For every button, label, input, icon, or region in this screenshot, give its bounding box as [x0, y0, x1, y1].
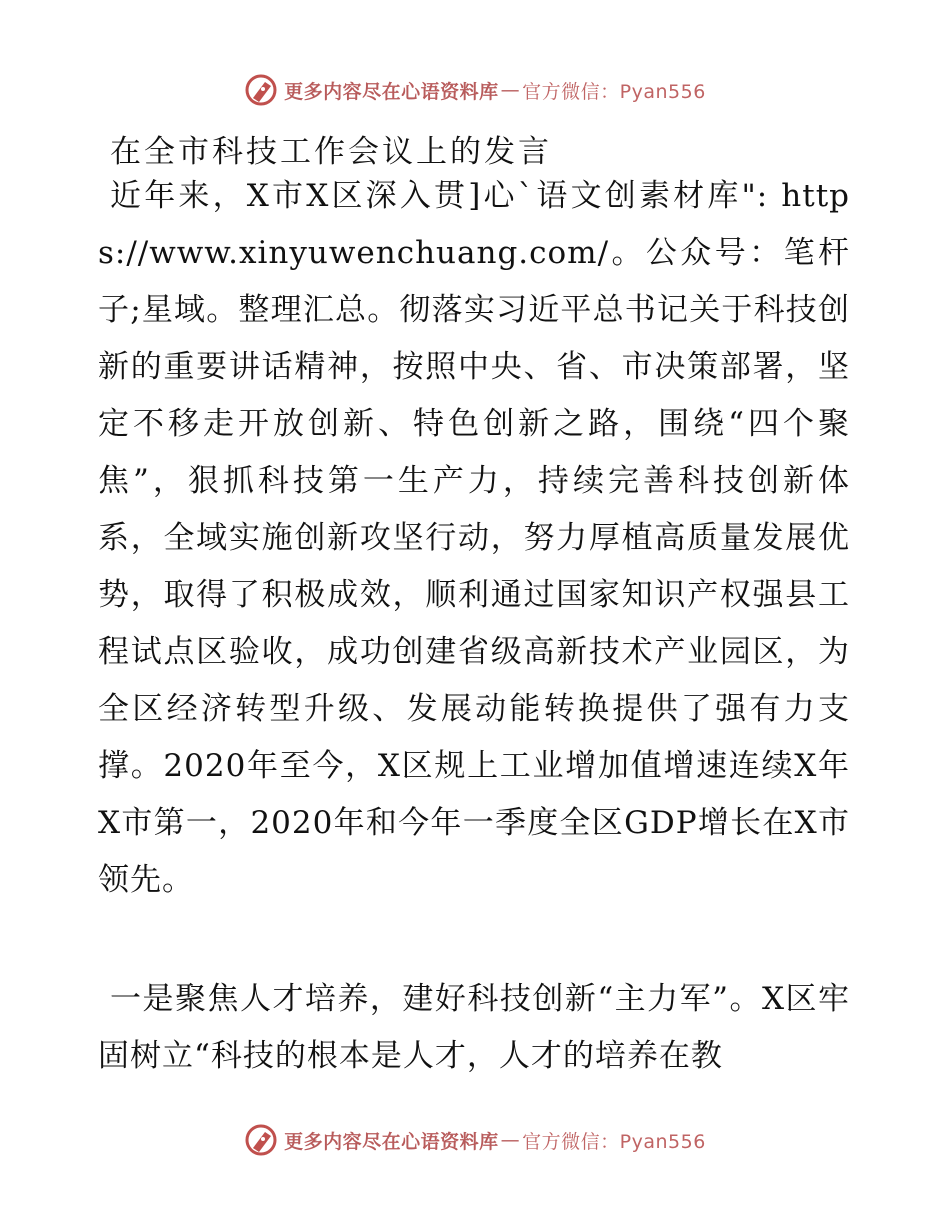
- banner-site-text: 更多内容尽在心语资料库: [284, 1130, 499, 1153]
- banner-site-text: 更多内容尽在心语资料库: [284, 80, 499, 103]
- header-watermark-banner: [0, 70, 950, 110]
- pen-nib-circle-icon: [244, 1123, 278, 1157]
- banner-dash: —: [500, 1129, 521, 1151]
- document-title: 在全市科技工作会议上的发言: [110, 134, 552, 170]
- footer-watermark-banner: [0, 1120, 950, 1160]
- body-paragraph-intro: 近年来，X市X区深入贯]心`语文创素材库": https://www.xinyuwenchuang.com/。公众号：笔杆子;星域。整理汇总。彻落实习近平总书记关于科技创新的重要讲话精神，按照中央、省、市决策部署，坚定不移走开放创新、特色创新之路，围绕“四个聚焦”，狠抓科技第一生产力，持续完善科技创新体系，全域实施创新攻坚行动，努力厚植高质量发展优势，取得了积极成效，顺利通过国家知识产权强县工程试点区验收，成功创建省级高新技术产业园区，为全区经济转型升级、发展动能转换提供了强有力支撑。2020年至今，X区规上工业增加值增速连续X年X市第一，2020年和今年一季度全区GDP增长在X市领先。: [98, 178, 850, 898]
- banner-wechat-text: 官方微信：Pyan556: [522, 80, 706, 103]
- body-paragraph-talent: 一是聚焦人才培养，建好科技创新“主力军”。X区牢固树立“科技的根本是人才，人才的培养在教: [98, 981, 850, 1074]
- banner-wechat-text: 官方微信：Pyan556: [522, 1130, 706, 1153]
- pen-nib-circle-icon: [244, 73, 278, 107]
- banner-dash: —: [500, 79, 521, 101]
